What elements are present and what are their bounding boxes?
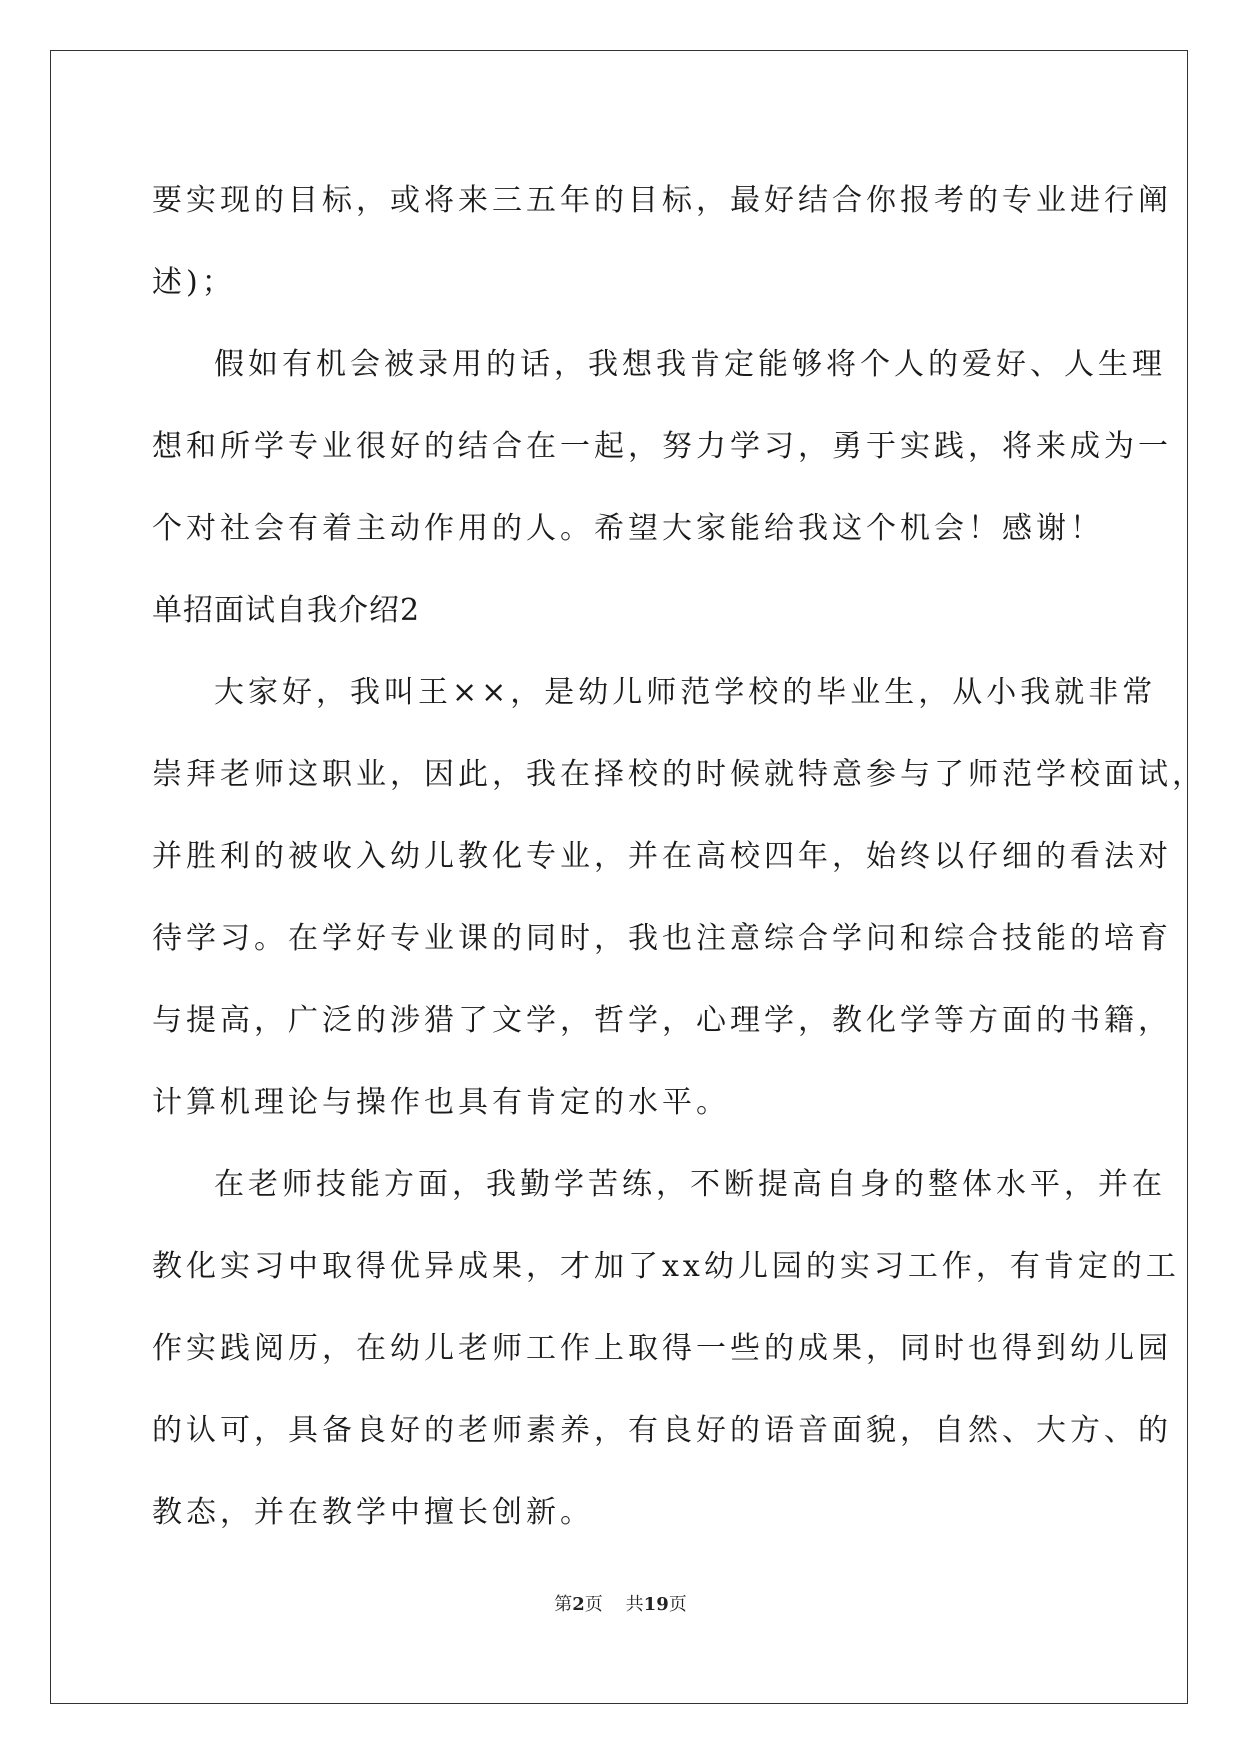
text-line: 述)； — [152, 265, 236, 300]
page-number: 2 — [572, 1594, 585, 1615]
document-body — [152, 160, 1206, 1554]
text-line: 崇拜老师这职业，因此，我在择校的时候就特意参与了师范学校面试， — [152, 757, 1206, 792]
text-line: 并胜利的被收入幼儿教化专业，并在高校四年，始终以仔细的看法对 — [152, 839, 1172, 874]
total-prefix: 共 — [625, 1594, 644, 1615]
page-footer — [0, 1590, 1241, 1616]
text-line: 教态，并在教学中擅长创新。 — [152, 1495, 594, 1530]
page-suffix: 页 — [584, 1594, 603, 1615]
text-line: 待学习。在学好专业课的同时，我也注意综合学问和综合技能的培育 — [152, 921, 1172, 956]
text-line: 在老师技能方面，我勤学苦练，不断提高自身的整体水平，并在 — [214, 1167, 1166, 1202]
text-line: 与提高，广泛的涉猎了文学，哲学，心理学，教化学等方面的书籍， — [152, 1003, 1172, 1038]
text-line: 要实现的目标，或将来三五年的目标，最好结合你报考的专业进行阐 — [152, 183, 1172, 218]
text-line: 的认可，具备良好的老师素养，有良好的语音面貌，自然、大方、的 — [152, 1413, 1172, 1448]
section-heading: 单招面试自我介绍2 — [152, 593, 421, 628]
page-prefix: 第 — [554, 1594, 573, 1615]
text-line: 想和所学专业很好的结合在一起，努力学习，勇于实践，将来成为一 — [152, 429, 1172, 464]
total-suffix: 页 — [668, 1594, 687, 1615]
text-line: 计算机理论与操作也具有肯定的水平。 — [152, 1085, 730, 1120]
text-line: 教化实习中取得优异成果，才加了xx幼儿园的实习工作，有肯定的工 — [152, 1249, 1180, 1284]
text-line: 个对社会有着主动作用的人。希望大家能给我这个机会！感谢！ — [152, 511, 1104, 546]
total-pages: 19 — [643, 1594, 669, 1615]
text-line: 作实践阅历，在幼儿老师工作上取得一些的成果，同时也得到幼儿园 — [152, 1331, 1172, 1366]
text-line: 假如有机会被录用的话，我想我肯定能够将个人的爱好、人生理 — [214, 347, 1166, 382]
text-line: 大家好，我叫王××，是幼儿师范学校的毕业生，从小我就非常 — [214, 675, 1157, 710]
